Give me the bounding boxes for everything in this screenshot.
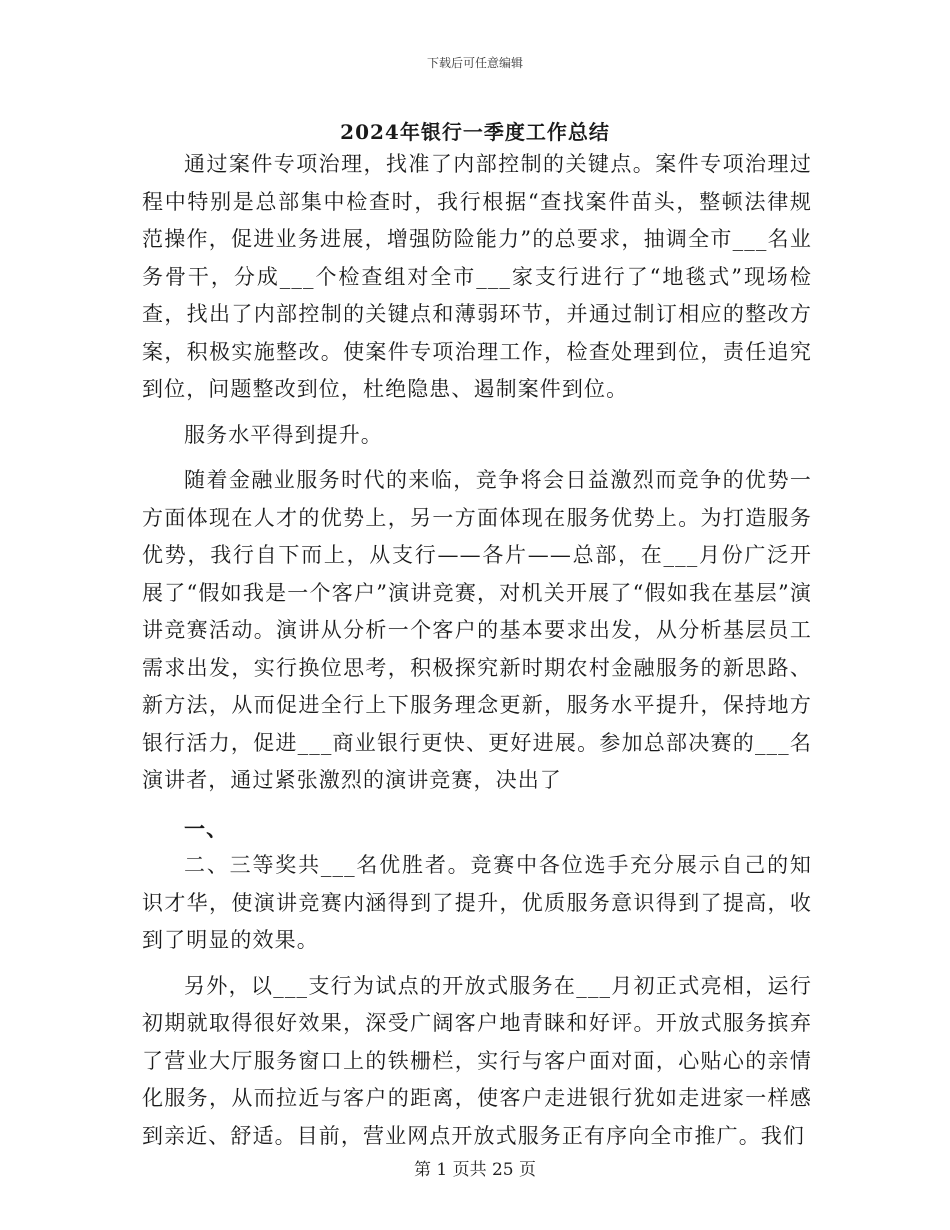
header-note: 下载后可任意编辑	[426, 56, 523, 70]
paragraph-service-heading: 服务水平得到提升。	[184, 422, 383, 447]
paragraph-case-governance: 通过案件专项治理，找准了内部控制的关键点。案件专项治理过程中特别是总部集中检查时，我行根据“查找案件苗头，整顿法律规范操作，促进业务进展，增强防险能力”的总要求，抽调全市___名业务骨干，分成___个检查组对全市___家支行进行了“地毯式”现场检查，找出了内部控制的关键点和薄弱环节，并通过制订相应的整改方案，积极实施整改。使案件专项治理工作，检查处理到位，责任追究到位，问题整改到位，杜绝隐患、遏制案件到位。	[142, 152, 812, 401]
paragraph-list-marker: 一、	[184, 815, 229, 841]
page-number: 第 1 页共 25 页	[413, 1160, 537, 1180]
paragraph-awards: 二、三等奖共___名优胜者。竞赛中各位选手充分展示自己的知识才华，使演讲竞赛内涵得到了提升，优质服务意识得到了提高，收到了明显的效果。	[142, 853, 812, 952]
paragraph-open-service: 另外，以___支行为试点的开放式服务在___月初正式亮相，运行初期就取得很好效果，深受广阔客户地青睐和好评。开放式服务摈弃了营业大厅服务窗口上的铁栅栏，实行与客户面对面，心贴心的亲情化服务，从而拉近与客户的距离，使客户走进银行犹如走进家一样感到亲近、舒适。目前，营业网点开放式服务正有序向全市推广。我们	[142, 973, 812, 1148]
document-title: 2024年银行一季度工作总结	[340, 120, 610, 144]
paragraph-service-competition: 随着金融业服务时代的来临，竞争将会日益激烈而竞争的优势一方面体现在人才的优势上，另一方面体现在服务优势上。为打造服务优势，我行自下而上，从支行——各片——总部，在___月份广泛开展了“假如我是一个客户”演讲竞赛，对机关开展了“假如我在基层”演讲竞赛活动。演讲从分析一个客户的基本要求出发，从分析基层员工需求出发，实行换位思考，积极探究新时期农村金融服务的新思路、新方法，从而促进全行上下服务理念更新，服务水平提升，保持地方银行活力，促进___商业银行更快、更好进展。参加总部决赛的___名演讲者，通过紧张激烈的演讲竞赛，决出了	[142, 468, 812, 792]
document-body	[142, 146, 812, 1155]
